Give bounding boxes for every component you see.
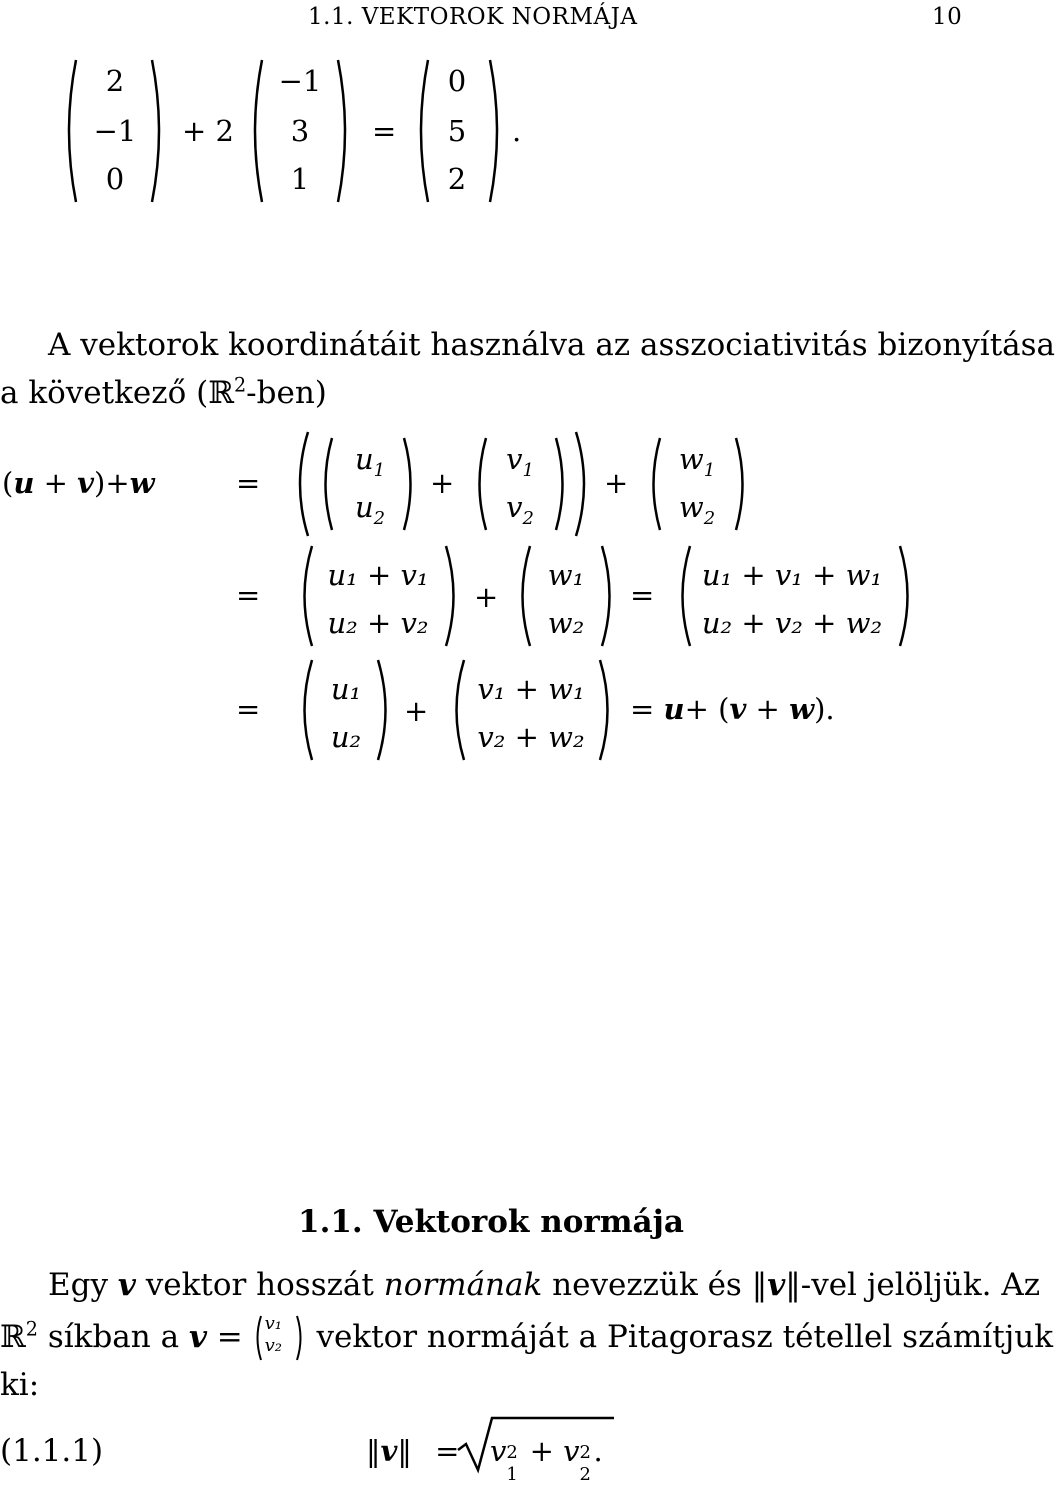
- norm-equation: ‖v‖ =: [366, 1434, 460, 1468]
- norm-bar: ‖: [785, 1267, 801, 1303]
- vec-a-1: −1: [93, 114, 137, 148]
- vec-b-2: 1: [290, 162, 310, 196]
- sum-vw-1: v₁ + w₁: [477, 672, 585, 706]
- u1-row3: u₁: [330, 672, 362, 706]
- paren-left-a2: [294, 544, 316, 648]
- plus-1: +: [430, 466, 455, 500]
- sum-uv-1: u₁ + v₁: [327, 558, 429, 592]
- paren-left-a3: [294, 658, 316, 762]
- derivation-row-3: [0, 654, 960, 766]
- paren-right-b2: [598, 544, 620, 648]
- eq-sign-1: =: [236, 466, 261, 500]
- w1-row2: w₁: [547, 558, 585, 592]
- sum-uvw-1: u₁ + v₁ + w₁: [701, 558, 883, 592]
- lhs-expression: (u + v)+w: [2, 466, 155, 500]
- rhs-expression: = u+ (v + w).: [630, 692, 835, 726]
- big-paren-left: [290, 430, 312, 538]
- eq-sign-4: =: [236, 692, 261, 726]
- paren-right-a3: [374, 658, 396, 762]
- paren-right-a2: [442, 544, 464, 648]
- vec-b-1: 3: [290, 114, 310, 148]
- paren-right-b3: [596, 658, 618, 762]
- inline-vector: v₁ v₂: [253, 1323, 307, 1354]
- reals-symbol: ℝ: [0, 1319, 26, 1355]
- paren-right-c2: [896, 544, 918, 648]
- plus-2: +: [604, 466, 629, 500]
- section-line-2: ℝ$^2$ síkban a v = v₁ v₂ vektor normáját a Pitagorasz tétellel számítjuk: [0, 1322, 1053, 1354]
- radicand: v 2 1 + v 2 2 .: [490, 1434, 603, 1485]
- paragraph-line-2: a következő (ℝ$^2$-ben): [0, 373, 327, 411]
- vec-a-2: 0: [105, 162, 125, 196]
- paren-left-c2: [672, 544, 694, 648]
- norm-bar: ‖: [751, 1267, 768, 1303]
- w2-row2: w₂: [547, 606, 585, 640]
- vec-b-0: −1: [278, 64, 322, 98]
- paren-left-w: [644, 436, 664, 532]
- section-line-3: ki:: [0, 1367, 40, 1403]
- u1: $u_1$: [354, 442, 386, 481]
- paren-right-w: [732, 436, 752, 532]
- example-equation: [0, 50, 560, 210]
- paren-left-a: [60, 58, 80, 204]
- vec-a-0: 2: [105, 64, 125, 98]
- paren-right-v: [552, 436, 572, 532]
- example-period: .: [512, 114, 522, 148]
- derivation-row-1: [0, 428, 960, 540]
- paren-left-b: [246, 58, 266, 204]
- vec-c-2: 2: [447, 162, 467, 196]
- sum-uv-2: u₂ + v₂: [327, 606, 429, 640]
- paren-right-a: [148, 58, 168, 204]
- op-equals: =: [372, 114, 397, 148]
- reals-symbol: ℝ: [208, 375, 234, 411]
- u2: $u_2$: [354, 490, 386, 529]
- paren-left-u: [316, 436, 336, 532]
- sum-uvw-2: u₂ + v₂ + w₂: [701, 606, 883, 640]
- equation-label: (1.1.1): [0, 1433, 104, 1469]
- sum-vw-2: v₂ + w₂: [477, 720, 585, 754]
- plus-4: +: [404, 694, 429, 728]
- page-number: 10: [932, 4, 963, 30]
- v1: $v_1$: [506, 442, 534, 481]
- vec-c-0: 0: [447, 64, 467, 98]
- paragraph-line-1: A vektorok koordinátáit használva az asszociativitás bizonyítása: [48, 327, 1055, 363]
- section-title: 1.1. VEKTOROK NORMÁJA: [308, 4, 638, 30]
- paren-left-b2: [512, 544, 534, 648]
- w2: $w_2$: [678, 490, 716, 529]
- big-paren-right: [572, 430, 594, 538]
- derivation-row-2: [0, 540, 960, 652]
- running-header: [308, 4, 637, 30]
- eq-sign-3: =: [630, 578, 655, 612]
- paren-right-c: [486, 58, 506, 204]
- v2: $v_2$: [506, 490, 534, 529]
- paren-right-b: [334, 58, 354, 204]
- eq-sign-2: =: [236, 578, 261, 612]
- plus-3: +: [474, 580, 499, 614]
- op-plus-two: + 2: [182, 114, 234, 148]
- section-line-1: Egy v vektor hosszát normának nevezzük és ‖v‖-vel jelöljük. Az: [48, 1267, 1041, 1303]
- paren-left-b3: [446, 658, 468, 762]
- u2-row3: u₂: [330, 720, 362, 754]
- paren-left-c: [412, 58, 432, 204]
- section-heading: 1.1. Vektorok normája: [298, 1204, 684, 1240]
- paren-left-v: [470, 436, 490, 532]
- w1: $w_1$: [678, 442, 716, 481]
- vec-c-1: 5: [447, 114, 467, 148]
- paren-right-u: [400, 436, 420, 532]
